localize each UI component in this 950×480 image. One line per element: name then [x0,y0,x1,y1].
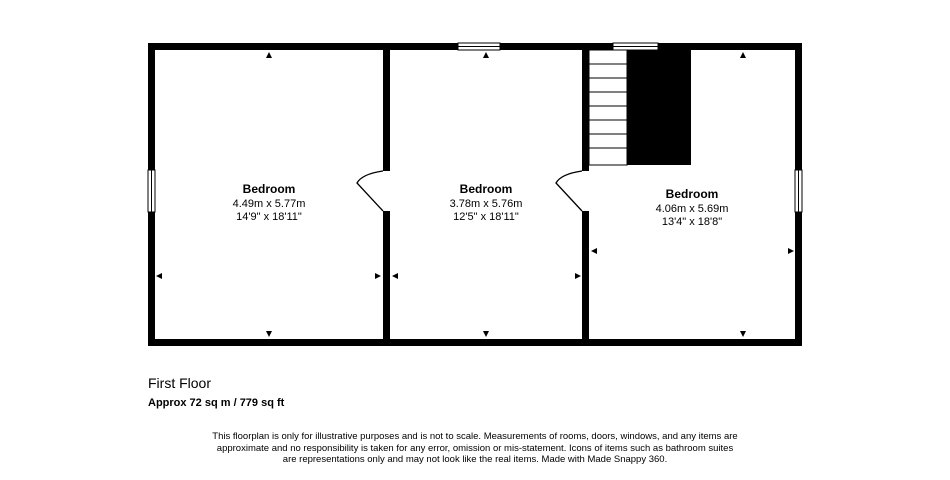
door-swing-middle [357,171,383,211]
arrow-right-icon [575,273,581,279]
floor-title: First Floor [148,375,211,391]
arrow-up-icon [483,52,489,58]
arrow-down-icon [740,331,746,337]
room-2-metric: 3.78m x 5.76m [449,198,523,210]
wall-divider-2-lower [582,211,589,346]
floor-area: Approx 72 sq m / 779 sq ft [148,397,285,409]
room-1-name: Bedroom [242,182,296,196]
arrow-up-icon [740,52,746,58]
room-labels [233,182,729,228]
arrow-up-icon [266,52,272,58]
disclaimer-line: This floorplan is only for illustrative purposes and is not to scale. Measurements of rooms, doors, windows, and any items are [212,431,738,442]
room-1-metric: 4.49m x 5.77m [232,198,306,210]
stair-treads [589,50,627,165]
disclaimer-line: approximate and no responsibility is taken for any error, omission or mis-statement. Icons of items such as bathroom suites [216,442,734,454]
arrow-left-icon [591,248,597,254]
room-3-metric: 4.06m x 5.69m [655,203,729,215]
room-2-name: Bedroom [459,182,513,196]
room-3-imperial: 13'4" x 18'8" [661,216,723,228]
disclaimer-line: are representations only and may not look like the real items. Made with Made Snappy 360. [282,454,668,465]
arrow-down-icon [483,331,489,337]
door-swing-right [556,171,582,211]
wall-divider-2-upper [582,43,589,171]
wall-bottom [148,339,802,346]
room-2-imperial: 12'5" x 18'11" [453,211,519,223]
arrow-down-icon [266,331,272,337]
stair-void [627,50,691,165]
room-3-name: Bedroom [665,187,719,201]
arrow-right-icon [788,248,794,254]
arrow-left-icon [156,273,162,279]
staircase [589,50,691,165]
wall-divider-1-upper [383,43,390,171]
disclaimer [150,431,800,466]
room-1-imperial: 14'9" x 18'11" [236,211,302,223]
wall-divider-1-lower [383,211,390,346]
arrow-right-icon [375,273,381,279]
arrow-left-icon [392,273,398,279]
